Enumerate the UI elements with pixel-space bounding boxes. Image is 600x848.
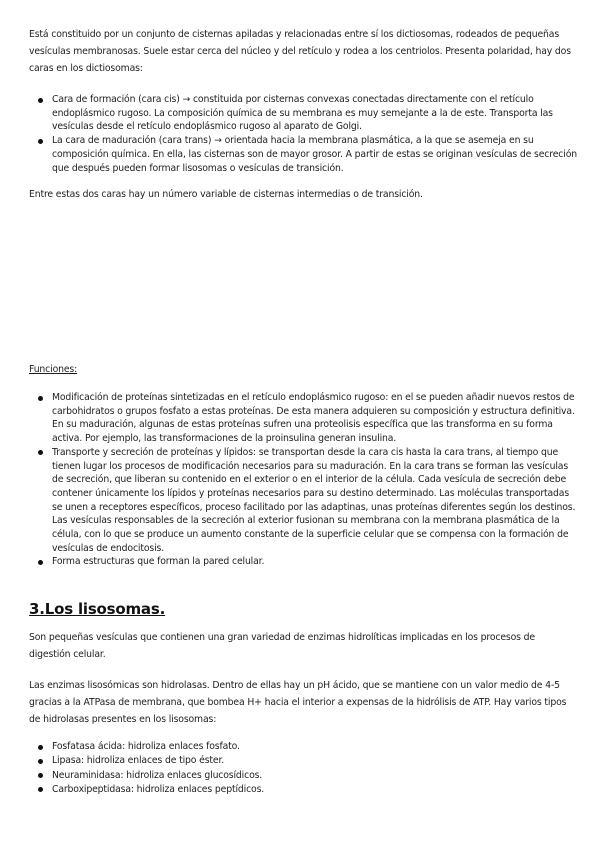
between-paragraph: Entre estas dos caras hay un número variable de cisternas intermedias o de transición. [29, 189, 423, 200]
lisosomas-paragraph-2: Las enzimas lisosómicas son hidrolasas. Dentro de ellas hay un pH ácido, que se mantiene con un valor medio de 4-5 gracias a la ATPasa de membrana, que bombea H+ hacia el interior a expensas de la hidrólisis de ATP. Hay varios tipos de hidrolasas presentes en los lisosomas: [29, 680, 567, 725]
hydrolases-list [29, 740, 577, 797]
functions-title: Funciones: [29, 364, 78, 375]
intro-paragraph: Está constituido por un conjunto de cisternas apiladas y relacionadas entre sí los dictiosomas, rodeados de pequeñas vesículas membranosas. Suele estar cerca del núcleo y del retículo y rodea a los centriolos. Presenta polaridad, hay dos caras en los dictiosomas: [29, 29, 571, 74]
section-heading: 3.Los lisosomas. [29, 600, 166, 618]
list-item-continuation: Las vesículas responsables de la secreción al exterior fusionan su membrana con la membrana plasmática de la célula, con lo que se produce un aumento constante de la superficie celular que se compensa con la formación de vesículas de endocitosis. [52, 515, 569, 554]
list-item: Carboxipeptidasa: hidroliza enlaces peptídicos. [29, 783, 577, 797]
list-item-text: Forma estructuras que forman la pared celular. [52, 556, 265, 568]
list-item [29, 555, 577, 569]
functions-list [29, 391, 577, 569]
list-item: Neuraminidasa: hidroliza enlaces glucosídicos. [29, 769, 577, 783]
lisosomas-paragraph-1: Son pequeñas vesículas que contienen una gran variedad de enzimas hidrolíticas implicadas en los procesos de digestión celular. [29, 632, 535, 660]
list-item [29, 391, 577, 446]
list-item-text: Modificación de proteínas sintetizadas en el retículo endoplásmico rugoso: en el se pueden añadir nuevos restos de carbohidratos o grupos fosfato a estas proteínas. De esta manera adquieren su composición y estructura definitiva. En su maduración, algunas de estas proteínas sufren una proteolisis específica que las transforma en su forma activa. Por ejemplo, las transformaciones de la proinsulina generan insulina. [52, 392, 575, 445]
list-item [29, 446, 577, 556]
list-item: Lipasa: hidroliza enlaces de tipo éster. [29, 754, 577, 768]
golgi-faces-list [29, 93, 577, 175]
list-item: La cara de maduración (cara trans) → orientada hacia la membrana plasmática, a la que se asemeja en su composición química. En ella, las cisternas son de mayor grosor. A partir de estas se originan vesículas de secreción que después pueden formar lisosomas o vesículas de transición. [29, 134, 577, 175]
list-item-text: Transporte y secreción de proteínas y lípidos: se transportan desde la cara cis hasta la cara trans, al tiempo que tienen lugar los procesos de modificación necesarios para su maduración. En la cara trans se forman las vesículas de secreción, que liberan su contenido en el exterior o en el interior de la célula. Cada vesícula de secreción debe contener únicamente los lípidos y proteínas necesarios para su destino determinado. Las moléculas transportadas se unen a receptores específicos, proceso facilitado por las adaptinas, unas proteínas diferentes según los destinos. [52, 446, 576, 513]
list-item: Fosfatasa ácida: hidroliza enlaces fosfato. [29, 740, 577, 754]
list-item: Cara de formación (cara cis) → constituida por cisternas convexas conectadas directamente con el retículo endoplásmico rugoso. La composición química de su membrana es muy semejante a la de este. Transporta las vesículas desde el retículo endoplásmico rugoso al aparato de Golgi. [29, 93, 577, 134]
